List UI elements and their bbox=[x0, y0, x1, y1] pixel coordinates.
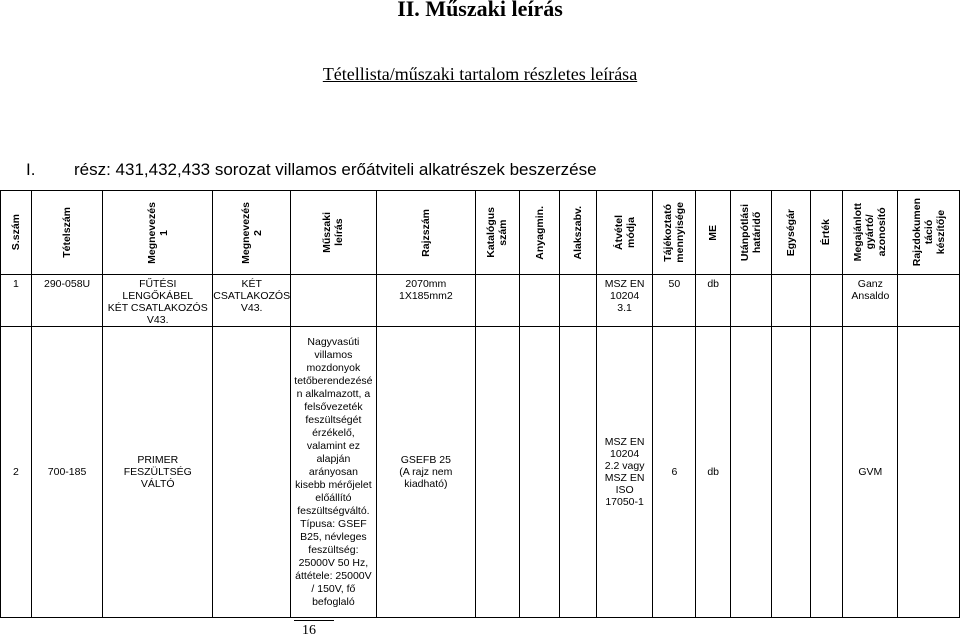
header-keszito: Rajzdokumen táció készítője bbox=[898, 191, 960, 275]
cell-gyarto: Ganz Ansaldo bbox=[843, 275, 898, 327]
description-line: n alkalmazott, a bbox=[296, 387, 371, 400]
document-title: II. Műszaki leírás bbox=[397, 0, 563, 21]
page-divider bbox=[294, 620, 334, 621]
cell-mennyiseg: 50 bbox=[653, 275, 696, 327]
cell-ertek bbox=[810, 275, 843, 327]
description-line: valamint ez bbox=[306, 439, 360, 452]
cell-anyagmin bbox=[519, 275, 559, 327]
cell-rajzszam: GSEFB 25 (A rajz nem kiadható) bbox=[376, 327, 475, 618]
description-line: mozdonyok bbox=[306, 361, 361, 374]
cell-alakszabv bbox=[560, 275, 597, 327]
cell-muszaki-leiras bbox=[291, 275, 377, 327]
cell-muszaki-leiras bbox=[291, 327, 377, 618]
table-row bbox=[1, 327, 960, 618]
header-muszaki-leiras: Műszaki leírás bbox=[291, 191, 377, 275]
description-line: feszültségét bbox=[305, 413, 362, 426]
cell-atvetel: MSZ EN 10204 2.2 vagy MSZ EN ISO 17050-1 bbox=[596, 327, 653, 618]
header-gyarto: Megajánlott gyártó/ azonosító bbox=[843, 191, 898, 275]
cell-tetelszam: 700-185 bbox=[31, 327, 102, 618]
header-alakszabv: Alakszabv. bbox=[560, 191, 597, 275]
cell-megnevezes2: KÉT CSATLAKOZÓS V43. bbox=[213, 275, 291, 327]
description-line: előállító bbox=[315, 491, 352, 504]
cell-megnevezes1: FŰTÉSI LENGŐKÁBEL KÉT CSATLAKOZÓS V43. bbox=[103, 275, 213, 327]
description-line: feszültség: bbox=[308, 543, 359, 556]
header-me: ME bbox=[696, 191, 731, 275]
header-atvetel: Átvétel módja bbox=[596, 191, 653, 275]
header-megnevezes2: Megnevezés 2 bbox=[213, 191, 291, 275]
cell-egysegar bbox=[772, 275, 810, 327]
description-line: villamos bbox=[314, 348, 353, 361]
cell-katalogus bbox=[476, 275, 520, 327]
spec-table bbox=[0, 190, 960, 618]
cell-anyagmin bbox=[519, 327, 559, 618]
cell-sszam: 1 bbox=[1, 275, 32, 327]
document-subtitle: Tétellista/műszaki tartalom részletes leírása bbox=[322, 64, 638, 84]
header-rajzszam: Rajzszám bbox=[376, 191, 475, 275]
cell-me: db bbox=[696, 327, 731, 618]
description-line: felsővezeték bbox=[304, 400, 363, 413]
description-line: Nagyvasúti bbox=[307, 335, 360, 348]
description-line: Típusa: GSEF bbox=[300, 517, 367, 530]
cell-keszito bbox=[898, 327, 960, 618]
header-egysegar: Egységár bbox=[772, 191, 810, 275]
description-line: / 150V, fő bbox=[311, 582, 356, 595]
cell-me: db bbox=[696, 275, 731, 327]
header-mennyiseg: Tájékoztató mennyisége bbox=[653, 191, 696, 275]
description-line: arányosan bbox=[308, 465, 358, 478]
table-row bbox=[1, 275, 960, 327]
page-number: 16 bbox=[302, 623, 316, 638]
description-line: alapján bbox=[316, 452, 351, 465]
header-row bbox=[1, 191, 960, 275]
description-line: befoglaló bbox=[312, 595, 355, 608]
cell-gyarto: GVM bbox=[843, 327, 898, 618]
description-line: érzékelő, bbox=[312, 426, 355, 439]
header-anyagmin: Anyagmin. bbox=[519, 191, 559, 275]
header-katalogus: Katalógus szám bbox=[476, 191, 520, 275]
section-text: rész: 431,432,433 sorozat villamos erőátviteli alkatrészek beszerzése bbox=[74, 160, 597, 179]
cell-alakszabv bbox=[560, 327, 597, 618]
cell-atvetel: MSZ EN 10204 3.1 bbox=[596, 275, 653, 327]
description-line: feszültségváltó. bbox=[297, 504, 370, 517]
cell-tetelszam: 290-058U bbox=[31, 275, 102, 327]
cell-mennyiseg: 6 bbox=[653, 327, 696, 618]
description-line: áttétele: 25000V bbox=[295, 569, 372, 582]
cell-megnevezes2 bbox=[213, 327, 291, 618]
cell-keszito bbox=[898, 275, 960, 327]
description-line: B25, névleges bbox=[300, 530, 367, 543]
cell-ertek bbox=[810, 327, 843, 618]
cell-utanpotlas bbox=[731, 275, 772, 327]
header-ertek: Érték bbox=[810, 191, 843, 275]
description-line: tetőberendezésé bbox=[294, 374, 373, 387]
section-heading bbox=[26, 160, 597, 180]
description-line: kisebb mérőjelet bbox=[295, 478, 372, 491]
header-utanpotlas: Utánpótlási határidő bbox=[731, 191, 772, 275]
cell-egysegar bbox=[772, 327, 810, 618]
header-megnevezes1: Megnevezés 1 bbox=[103, 191, 213, 275]
header-tetelszam: Tételszám bbox=[31, 191, 102, 275]
cell-katalogus bbox=[476, 327, 520, 618]
section-number: I. bbox=[26, 160, 36, 179]
cell-sszam: 2 bbox=[1, 327, 32, 618]
description-line: 25000V 50 Hz, bbox=[298, 556, 369, 569]
cell-utanpotlas bbox=[731, 327, 772, 618]
cell-megnevezes1: PRIMER FESZÜLTSÉG VÁLTÓ bbox=[103, 327, 213, 618]
header-sszam: S.szám bbox=[1, 191, 32, 275]
cell-rajzszam: 2070mm 1X185mm2 bbox=[376, 275, 475, 327]
